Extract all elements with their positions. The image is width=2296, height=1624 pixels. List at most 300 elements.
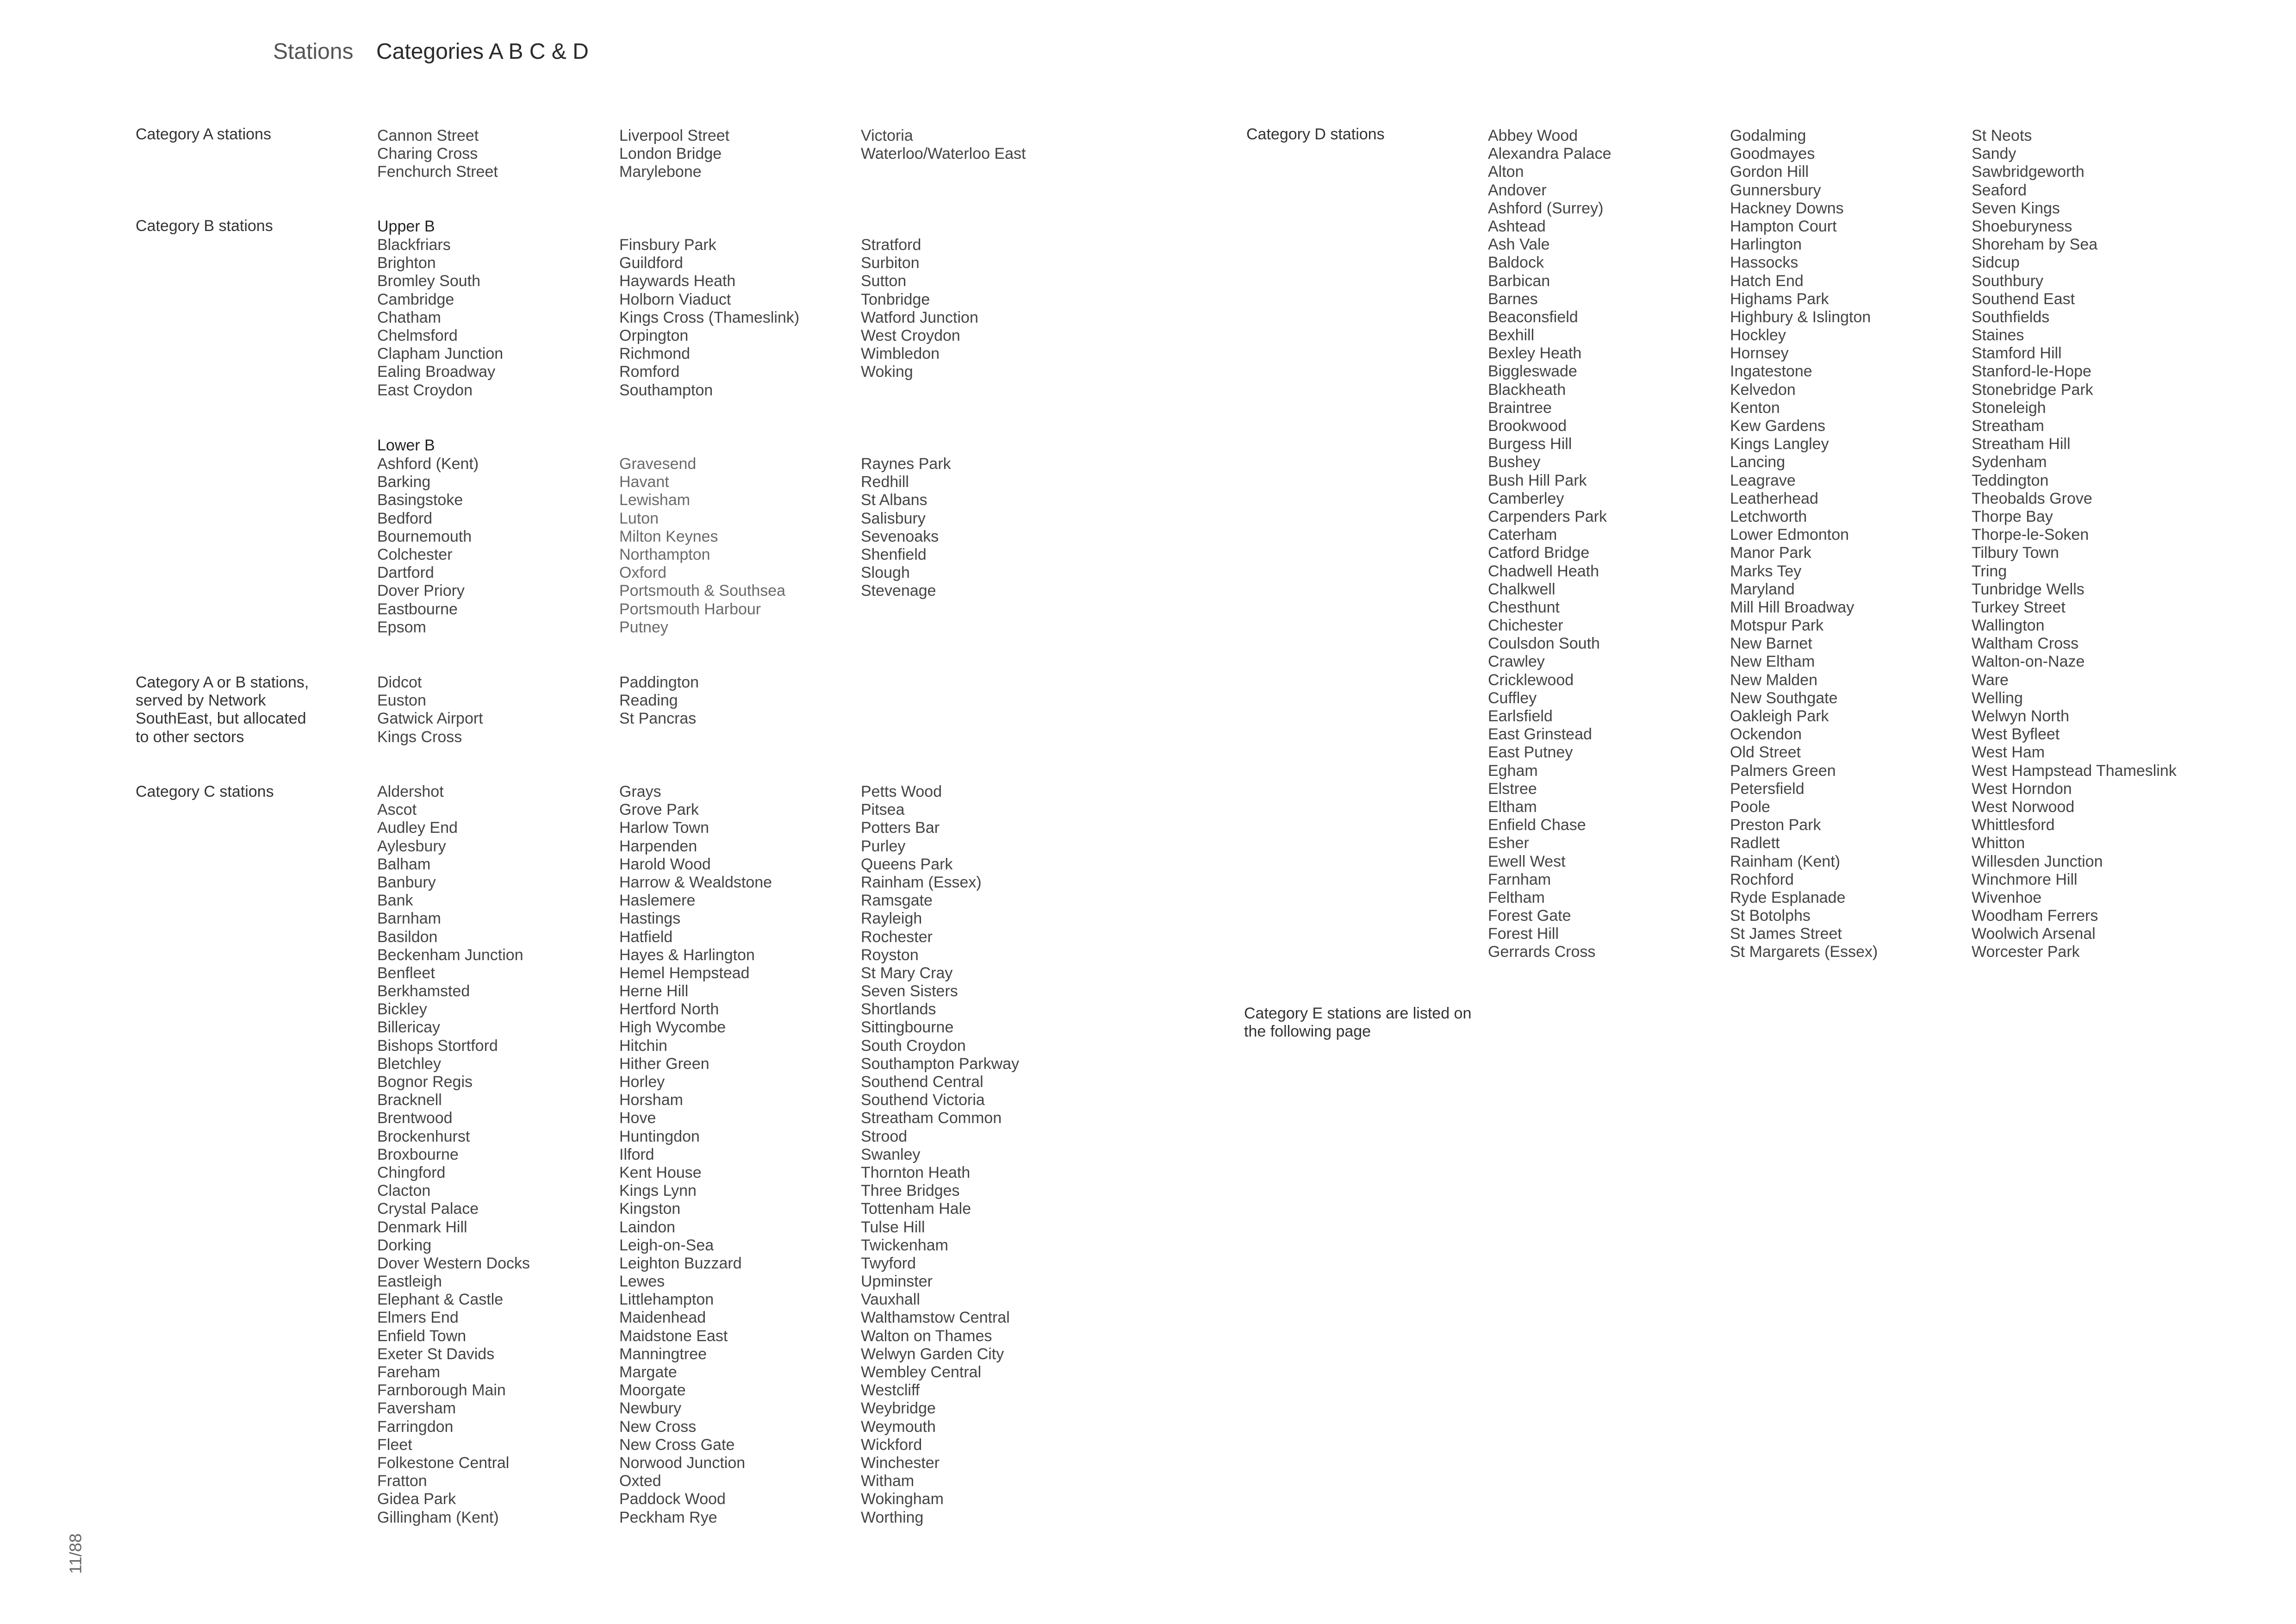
category-c-col1 [377,783,530,1527]
station-name: Ware [1972,671,2009,689]
station-name: Horsham [619,1091,683,1109]
station-name: Faversham [377,1399,456,1418]
station-name: Guildford [619,254,683,272]
station-name: Orpington [619,326,689,344]
station-name: Fenchurch Street [377,163,498,181]
station-name: Twickenham [861,1236,948,1254]
station-name: Havant [619,473,669,491]
station-name: West Horndon [1972,780,2072,798]
station-name: Bracknell [377,1091,442,1109]
station-name: the following page [1244,1023,1371,1041]
station-name: Southbury [1972,272,2043,290]
station-name: Stoneleigh [1972,399,2046,417]
station-name: Bush Hill Park [1488,471,1587,489]
station-name: Barnes [1488,290,1538,308]
station-name: Leatherhead [1730,489,1818,507]
station-name: Putney [619,618,668,636]
station-name: East Putney [1488,743,1573,762]
station-name: Gunnersbury [1730,181,1821,199]
station-name: Worcester Park [1972,943,2080,961]
station-name: Enfield Chase [1488,816,1586,834]
station-name: Hastings [619,910,681,928]
station-name: Whitton [1972,834,2025,852]
station-name: Weymouth [861,1418,936,1436]
station-name: Basildon [377,928,438,946]
station-name: Colchester [377,545,453,563]
station-name: Shoreham by Sea [1972,236,2098,254]
station-name: Potters Bar [861,819,940,837]
station-name: Hockley [1730,326,1786,344]
station-name: West Norwood [1972,798,2075,816]
station-name: Harlow Town [619,819,709,837]
station-name: Surbiton [861,254,920,272]
station-name: Tottenham Hale [861,1200,971,1218]
category-ab-col2 [619,674,699,728]
station-name: Hove [619,1109,656,1127]
station-name: Letchworth [1730,507,1807,525]
station-name: Ramsgate [861,892,933,910]
station-name: St Albans [861,491,927,509]
station-name: Catford Bridge [1488,544,1590,562]
station-name: Radlett [1730,834,1780,852]
station-name: Blackheath [1488,381,1566,399]
station-name: Streatham Hill [1972,435,2071,453]
station-name: West Croydon [861,326,960,344]
station-name: Crystal Palace [377,1200,479,1218]
station-name: Dover Western Docks [377,1254,530,1272]
category-b-label: Category B stations [136,217,273,235]
station-name: Epsom [377,618,426,636]
station-name: Earlsfield [1488,707,1553,725]
station-name: East Grinstead [1488,725,1592,743]
station-name: Palmers Green [1730,762,1836,780]
station-name: Cannon Street [377,127,479,144]
station-name: East Croydon [377,381,473,399]
station-name: Brentwood [377,1109,453,1127]
station-name: Gidea Park [377,1490,456,1508]
station-name: Wembley Central [861,1363,982,1381]
station-name: New Eltham [1730,653,1815,671]
station-name: Crawley [1488,653,1545,671]
station-name: Gerrards Cross [1488,943,1596,961]
station-name: Bank [377,892,413,910]
station-name: Fareham [377,1363,441,1381]
station-name: Turkey Street [1972,598,2066,616]
station-name: Oxted [619,1472,661,1490]
station-name: Woodham Ferrers [1972,907,2098,925]
station-name: Lewisham [619,491,691,509]
station-name: Tulse Hill [861,1218,925,1236]
station-name: Harlington [1730,236,1802,254]
station-name: Bishops Stortford [377,1037,498,1055]
station-name: Staines [1972,326,2024,344]
station-name: Chelmsford [377,326,458,344]
station-name: St James Street [1730,925,1842,943]
station-name: Manningtree [619,1345,707,1363]
station-name: Reading [619,692,678,710]
station-name: Milton Keynes [619,527,718,545]
station-name: Three Bridges [861,1182,960,1200]
station-name: Witham [861,1472,915,1490]
station-name: Hitchin [619,1037,667,1055]
station-name: Rochford [1730,870,1794,888]
station-name: Leagrave [1730,471,1796,489]
station-name: Barking [377,473,431,491]
station-name: Kings Lynn [619,1182,697,1200]
station-name: Ash Vale [1488,236,1550,254]
station-name: Chadwell Heath [1488,562,1599,580]
category-a-col1 [377,127,498,181]
station-name: Chatham [377,308,441,326]
station-name: Romford [619,363,680,381]
station-name: Bognor Regis [377,1073,473,1091]
station-name: Esher [1488,834,1529,852]
station-name: Paddington [619,674,699,691]
station-name: Bickley [377,1000,427,1018]
category-a-col3 [861,127,1026,163]
category-a-col2 [619,127,729,181]
station-name: Rayleigh [861,910,922,928]
station-name: Victoria [861,127,913,144]
station-name: Worthing [861,1508,924,1526]
station-name: Upminster [861,1273,933,1291]
station-name: Chingford [377,1163,446,1181]
station-name: Abbey Wood [1488,127,1578,144]
station-name: Barbican [1488,272,1550,290]
station-name: to other sectors [136,728,244,746]
station-name: Hassocks [1730,254,1798,272]
station-name: Herne Hill [619,982,689,1000]
station-name: Feltham [1488,888,1545,906]
station-name: Ashtead [1488,217,1546,235]
station-name: Kings Langley [1730,435,1829,453]
station-name: Seven Kings [1972,199,2060,217]
station-name: Marks Tey [1730,562,1802,580]
station-name: Kelvedon [1730,381,1796,399]
date-code: 11/88 [66,1533,85,1574]
station-name: High Wycombe [619,1018,726,1037]
station-name: Rainham (Kent) [1730,852,1841,870]
station-name: Sevenoaks [861,527,939,545]
station-name: Forest Gate [1488,907,1571,925]
station-name: Seaford [1972,181,2027,199]
station-name: Lower Edmonton [1730,526,1849,544]
station-name: Shenfield [861,545,927,563]
station-name: Strood [861,1127,908,1145]
station-name: Kenton [1730,399,1780,417]
station-name: Wallington [1972,617,2045,635]
station-name: Gravesend [619,455,697,473]
station-name: Streatham [1972,417,2044,435]
station-name: Leigh-on-Sea [619,1236,714,1254]
station-name: Maryland [1730,580,1795,598]
station-name: Carpenders Park [1488,507,1607,525]
station-name: Coulsdon South [1488,635,1600,653]
station-name: Hayes & Harlington [619,946,755,964]
station-name: Raynes Park [861,455,951,473]
station-name: Sittingbourne [861,1018,954,1037]
station-name: Exeter St Davids [377,1345,495,1363]
station-name: Leighton Buzzard [619,1254,742,1272]
station-name: Watford Junction [861,308,978,326]
station-name: Thorpe Bay [1972,507,2053,525]
station-name: Sydenham [1972,453,2047,471]
station-name: Grays [619,783,661,800]
header-stations: Stations [273,39,354,64]
station-name: Highams Park [1730,290,1829,308]
station-name: Southend East [1972,290,2075,308]
station-name: Vauxhall [861,1291,920,1309]
station-name: Stratford [861,236,921,254]
station-name: Sidcup [1972,254,2020,272]
station-name: Walton on Thames [861,1327,992,1345]
station-name: Tonbridge [861,290,930,308]
station-name: Poole [1730,798,1770,816]
station-name: Chichester [1488,617,1563,635]
station-name: Harrow & Wealdstone [619,873,772,891]
station-name: Marylebone [619,163,702,181]
station-name: Lewes [619,1273,665,1291]
station-name: Balham [377,855,431,873]
station-name: Welwyn Garden City [861,1345,1004,1363]
category-a-label: Category A stations [136,125,271,143]
station-name: West Byfleet [1972,725,2060,743]
station-name: New Barnet [1730,635,1812,653]
station-name: Whittlesford [1972,816,2055,834]
upper-b-col1 [377,236,503,400]
category-d-col2 [1730,127,1878,962]
station-name: Purley [861,837,906,855]
station-name: Benfleet [377,964,435,982]
station-name: Bletchley [377,1055,441,1073]
station-name: Farringdon [377,1418,454,1436]
station-name: Aldershot [377,783,444,800]
station-name: Wimbledon [861,345,940,363]
station-name: Shoeburyness [1972,217,2072,235]
station-name: Rochester [861,928,933,946]
station-name: Bushey [1488,453,1541,471]
station-name: Welling [1972,689,2023,707]
station-name: Cuffley [1488,689,1537,707]
station-name: Hither Green [619,1055,709,1073]
station-name: Kings Cross [377,728,462,746]
station-name: Alexandra Palace [1488,145,1612,163]
station-name: Category A or B stations, [136,674,309,691]
station-name: Cricklewood [1488,671,1574,689]
station-name: Royston [861,946,919,964]
station-name: Slough [861,564,910,582]
station-name: Hampton Court [1730,217,1837,235]
station-name: Berkhamsted [377,982,470,1000]
station-name: Tunbridge Wells [1972,580,2084,598]
station-name: Motspur Park [1730,617,1824,635]
station-name: Queens Park [861,855,953,873]
station-name: Category E stations are listed on [1244,1005,1472,1022]
station-name: Finsbury Park [619,236,716,254]
station-name: Charing Cross [377,145,478,163]
lower-b-col2 [619,455,785,637]
station-name: Chesthunt [1488,598,1560,616]
station-name: Newbury [619,1399,682,1418]
station-name: Grove Park [619,801,699,819]
station-name: Huntingdon [619,1127,700,1145]
station-name: Twyford [861,1254,916,1272]
station-name: Weybridge [861,1399,936,1418]
station-name: Bedford [377,509,433,527]
station-name: Swanley [861,1145,921,1163]
station-name: Walton-on-Naze [1972,653,2085,671]
station-name: Blackfriars [377,236,451,254]
station-name: Mill Hill Broadway [1730,598,1854,616]
station-name: Brockenhurst [377,1127,470,1145]
station-name: Eastleigh [377,1273,442,1291]
lower-b-label: Lower B [377,437,435,454]
station-name: Elmers End [377,1309,459,1327]
station-name: Didcot [377,674,422,691]
station-name: St Pancras [619,710,697,728]
station-name: Dover Priory [377,582,465,600]
station-name: Willesden Junction [1972,852,2103,870]
station-name: Sutton [861,272,907,290]
station-name: New Cross Gate [619,1436,735,1454]
station-name: Fratton [377,1472,427,1490]
station-name: Barnham [377,910,441,928]
station-name: Eastbourne [377,600,458,618]
station-name: Portsmouth Harbour [619,600,761,618]
station-name: London Bridge [619,145,722,163]
station-name: Kent House [619,1163,702,1181]
station-name: Sawbridgeworth [1972,163,2084,181]
station-name: Woking [861,363,913,381]
station-name: Wickford [861,1436,922,1454]
station-name: served by Network [136,692,266,710]
station-name: Godalming [1730,127,1806,144]
station-name: Bexley Heath [1488,344,1582,362]
station-name: Banbury [377,873,436,891]
station-name: Hemel Hempstead [619,964,750,982]
station-name: Southend Central [861,1073,983,1091]
station-name: West Ham [1972,743,2045,762]
station-name: Southend Victoria [861,1091,985,1109]
station-name: Pitsea [861,801,905,819]
station-name: Ockendon [1730,725,1802,743]
station-name: Petersfield [1730,780,1804,798]
station-name: Southampton [619,381,713,399]
station-name: Paddock Wood [619,1490,726,1508]
station-name: Ilford [619,1145,654,1163]
category-c-label: Category C stations [136,783,274,800]
station-name: St Neots [1972,127,2032,144]
station-name: Chalkwell [1488,580,1556,598]
station-name: Stamford Hill [1972,344,2062,362]
station-name: Cambridge [377,290,454,308]
station-name: Hatfield [619,928,673,946]
station-name: Maidenhead [619,1309,706,1327]
station-name: Andover [1488,181,1547,199]
station-name: Norwood Junction [619,1454,746,1472]
station-name: Brighton [377,254,436,272]
station-name: Hackney Downs [1730,199,1844,217]
station-name: Ryde Esplanade [1730,888,1846,906]
category-e-note [1244,1005,1471,1041]
station-name: Tilbury Town [1972,544,2059,562]
station-name: Ewell West [1488,852,1566,870]
station-name: Caterham [1488,526,1557,544]
station-name: Egham [1488,762,1538,780]
category-ab-col1 [377,674,483,746]
station-name: Kew Gardens [1730,417,1825,435]
station-name: Waterloo/Waterloo East [861,145,1026,163]
station-name: St Margarets (Essex) [1730,943,1878,961]
station-name: Ashford (Surrey) [1488,199,1604,217]
station-name: Wokingham [861,1490,944,1508]
station-name: Burgess Hill [1488,435,1572,453]
header-categories: Categories A B C & D [376,39,589,64]
category-ab-label [136,674,309,746]
station-name: Sandy [1972,145,2016,163]
station-name: Harold Wood [619,855,711,873]
station-name: Camberley [1488,489,1564,507]
station-name: Hertford North [619,1000,719,1018]
station-name: Oxford [619,564,667,582]
station-name: Horley [619,1073,665,1091]
station-name: Euston [377,692,426,710]
station-name: Fleet [377,1436,412,1454]
upper-b-col2 [619,236,799,400]
station-name: Basingstoke [377,491,463,509]
station-name: Margate [619,1363,677,1381]
station-name: St Botolphs [1730,907,1811,925]
station-name: Old Street [1730,743,1801,762]
station-name: Winchester [861,1454,940,1472]
station-name: Southampton Parkway [861,1055,1020,1073]
station-name: Wivenhoe [1972,888,2042,906]
station-name: Winchmore Hill [1972,870,2078,888]
station-name: Teddington [1972,471,2049,489]
station-name: Highbury & Islington [1730,308,1871,326]
station-name: Beckenham Junction [377,946,523,964]
station-name: Oakleigh Park [1730,707,1829,725]
station-name: SouthEast, but allocated [136,710,306,728]
station-name: Dorking [377,1236,432,1254]
station-name: Bexhill [1488,326,1535,344]
category-d-label: Category D stations [1246,125,1385,143]
station-name: Tring [1972,562,2007,580]
station-name: Aylesbury [377,837,446,855]
station-name: Gatwick Airport [377,710,483,728]
station-name: Elstree [1488,780,1537,798]
station-name: Hatch End [1730,272,1804,290]
station-name: Clacton [377,1182,431,1200]
station-name: Moorgate [619,1381,686,1399]
station-name: Peckham Rye [619,1508,717,1526]
station-name: New Southgate [1730,689,1838,707]
station-name: Westcliff [861,1381,920,1399]
station-name: Billericay [377,1018,441,1037]
station-name: Biggleswade [1488,362,1577,381]
station-name: Northampton [619,545,710,563]
station-name: Shortlands [861,1000,936,1018]
station-name: Beaconsfield [1488,308,1578,326]
station-name: Petts Wood [861,783,942,800]
station-name: South Croydon [861,1037,966,1055]
station-name: Kings Cross (Thameslink) [619,308,800,326]
station-name: Ashford (Kent) [377,455,479,473]
station-name: Redhill [861,473,909,491]
station-name: Dartford [377,564,434,582]
station-name: Walthamstow Central [861,1309,1010,1327]
station-name: Broxbourne [377,1145,459,1163]
